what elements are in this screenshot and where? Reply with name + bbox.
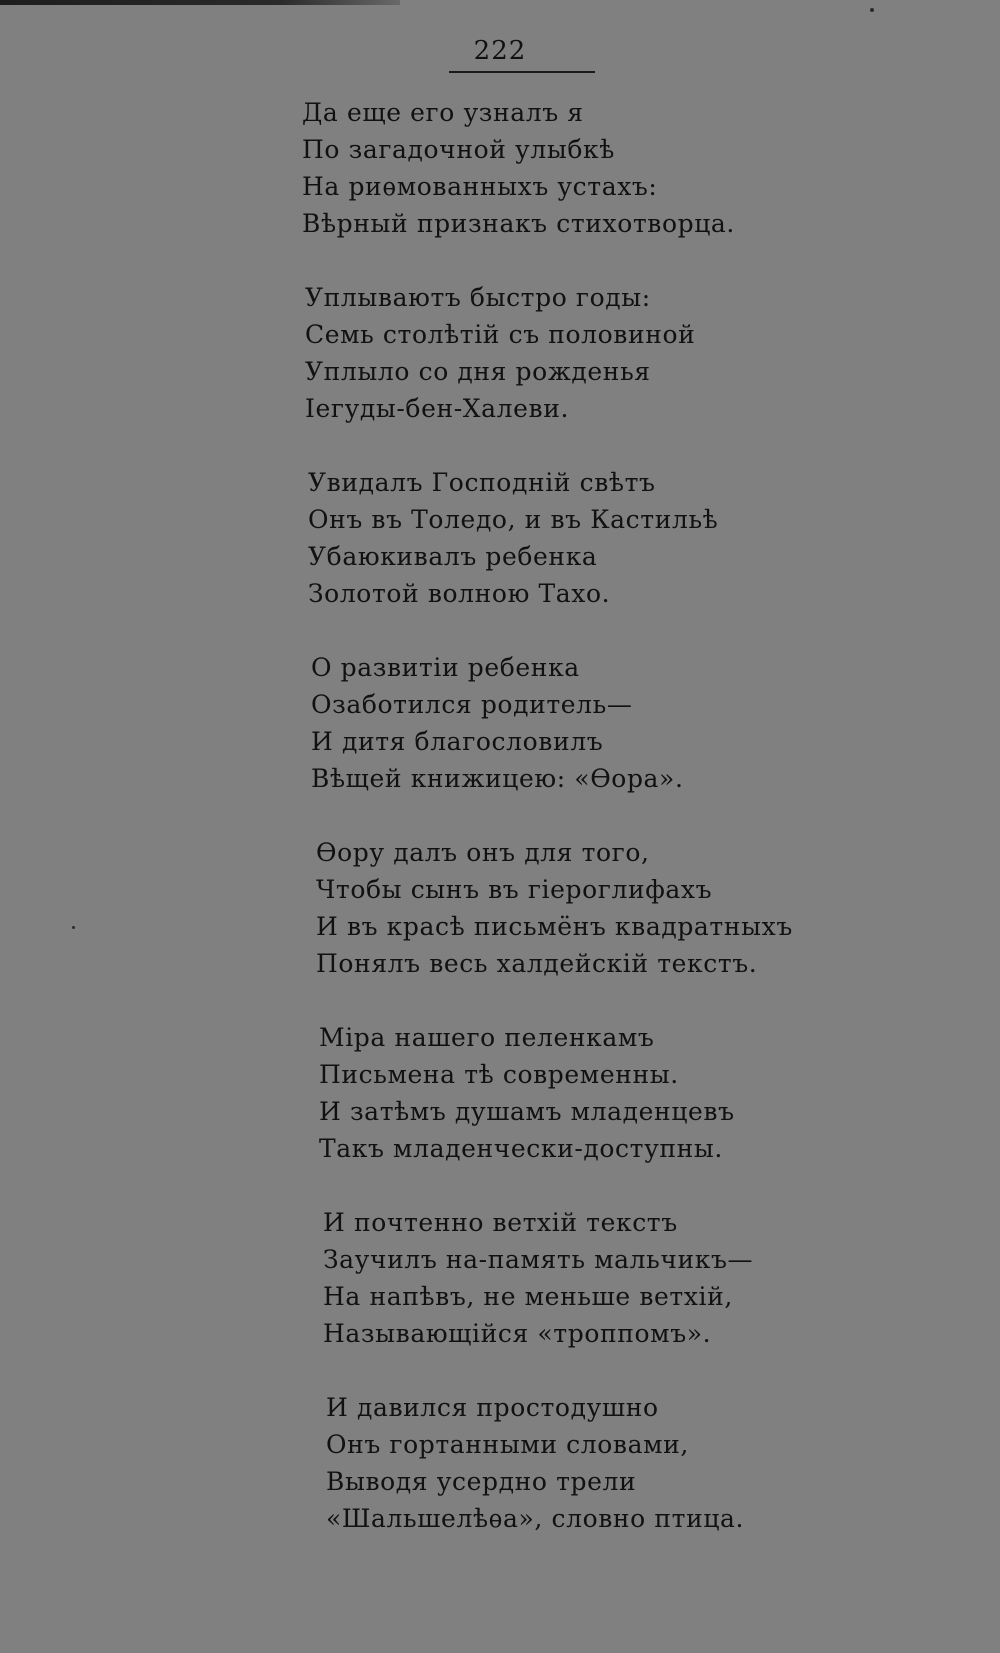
poem-line: Чтобы сынъ въ гіероглифахъ xyxy=(316,875,713,904)
stanza xyxy=(0,834,1000,982)
poem-line: Онъ гортанными словами, xyxy=(326,1430,689,1459)
poem-line: Заучилъ на-память мальчикъ— xyxy=(323,1245,754,1274)
poem-line: Называющійся «троппомъ». xyxy=(323,1319,712,1348)
poem-line: Понялъ весь халдейскій текстъ. xyxy=(316,949,758,978)
poem-line: Семь столѣтій съ половиной xyxy=(305,320,696,349)
poem-line: Уплыло со дня рожденья xyxy=(305,357,651,386)
stanza xyxy=(0,649,1000,797)
page-number-rule xyxy=(449,71,595,73)
stanza xyxy=(0,94,1000,242)
poem-line: На риѳмованныхъ устахъ: xyxy=(302,172,658,201)
poem-line: На напѣвъ, не меньше ветхій, xyxy=(323,1282,733,1311)
poem-line: И въ красѣ письмёнъ квадратныхъ xyxy=(316,912,793,941)
poem-line: Озаботился родитель— xyxy=(311,690,633,719)
page-number: 222 xyxy=(473,36,527,66)
poem-line: Увидалъ Господній свѣтъ xyxy=(308,468,656,497)
poem xyxy=(0,94,1000,1574)
poem-line: Міра нашего пеленкамъ xyxy=(319,1023,655,1052)
poem-line: И давился простодушно xyxy=(326,1393,659,1422)
stanza xyxy=(0,1019,1000,1167)
poem-line: И затѣмъ душамъ младенцевъ xyxy=(319,1097,735,1126)
poem-line: Да еще его узналъ я xyxy=(302,98,584,127)
poem-line: И дитя благословилъ xyxy=(311,727,604,756)
stanza xyxy=(0,1389,1000,1537)
scan-speck xyxy=(870,8,874,12)
poem-line: Іегуды-бен-Халеви. xyxy=(305,394,570,423)
poem-line: Уплываютъ быстро годы: xyxy=(305,283,651,312)
poem-line: Такъ младенчески-доступны. xyxy=(319,1134,723,1163)
stanza xyxy=(0,279,1000,427)
poem-line: И почтенно ветхій текстъ xyxy=(323,1208,678,1237)
scan-top-edge xyxy=(0,0,400,5)
poem-line: По загадочной улыбкѣ xyxy=(302,135,615,164)
poem-line: Выводя усердно трели xyxy=(326,1467,637,1496)
stanza xyxy=(0,1204,1000,1352)
poem-line: Вѣрный признакъ стихотворца. xyxy=(302,209,735,238)
stanza xyxy=(0,464,1000,612)
poem-line: «Шальшелѣѳа», словно птица. xyxy=(326,1504,745,1533)
poem-line: Онъ въ Толедо, и въ Кастильѣ xyxy=(308,505,719,534)
poem-line: О развитіи ребенка xyxy=(311,653,580,682)
poem-line: Золотой волною Тахо. xyxy=(308,579,611,608)
poem-line: Письмена тѣ современны. xyxy=(319,1060,679,1089)
poem-line: Вѣщей книжицею: «Ѳора». xyxy=(311,764,684,793)
poem-line: Убаюкивалъ ребенка xyxy=(308,542,598,571)
poem-line: Ѳору далъ онъ для того, xyxy=(316,838,650,867)
